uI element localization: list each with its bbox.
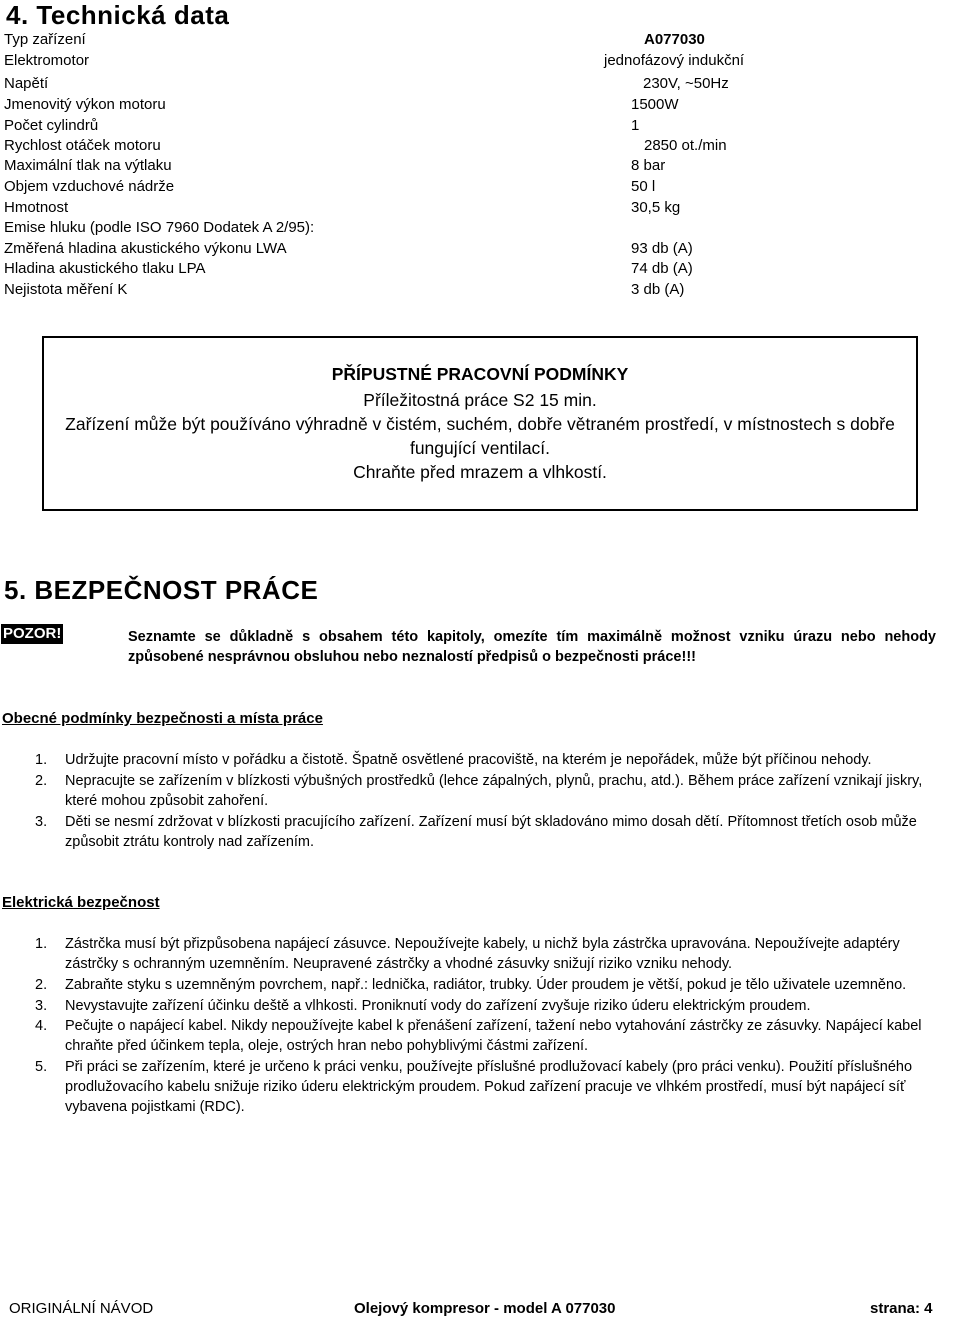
list-item-number: 2. bbox=[35, 977, 48, 993]
spec-label: Typ zařízení bbox=[4, 31, 86, 48]
spec-value: 93 db (A) bbox=[631, 240, 693, 257]
spec-value: 8 bar bbox=[631, 157, 666, 174]
spec-value: 30,5 kg bbox=[631, 199, 681, 216]
spec-value: 1500W bbox=[631, 96, 679, 113]
spec-value: 230V, ~50Hz bbox=[643, 75, 729, 92]
spec-label: Hmotnost bbox=[4, 199, 69, 216]
footer-center: Olejový kompresor - model A 077030 bbox=[354, 1300, 616, 1317]
spec-value: 2850 ot./min bbox=[644, 137, 727, 154]
list-item-text: Zástrčka musí být přizpůsobena napájecí zásuvce. Nepoužívejte kabely, u nichž byla zástrčka upravována. Nepoužívejte adaptéry zástrčky s ochranným uzemněním. Neupravené zástrčky a vhodné zásuvky snižují riziko vzniku nehody. bbox=[65, 936, 900, 972]
spec-row bbox=[0, 137, 960, 157]
warning-label: POZOR! bbox=[3, 625, 62, 642]
spec-row bbox=[0, 96, 960, 116]
spec-value: A077030 bbox=[644, 31, 705, 48]
spec-label: Nejistota měření K bbox=[4, 281, 128, 298]
list-item-text: Děti se nesmí zdržovat v blízkosti pracujícího zařízení. Zařízení musí být skladováno mimo dosah dětí. Přítomnost třetích osob může způsobit ztrátu kontroly nad zařízením. bbox=[65, 814, 917, 850]
operating-conditions-box bbox=[42, 336, 918, 511]
spec-label: Objem vzduchové nádrže bbox=[4, 178, 175, 195]
list-item-text: Udržujte pracovní místo v pořádku a čistotě. Špatně osvětlené pracoviště, na kterém je nepořádek, může být příčinou nehody. bbox=[65, 752, 872, 768]
conditions-line-4: Chraňte před mrazem a vlhkostí. bbox=[353, 462, 607, 482]
list-item-number: 3. bbox=[35, 998, 48, 1014]
warning-text: Seznamte se důkladně s obsahem této kapitoly, omezíte tím maximálně možnost vzniku úrazu nebo nehody způsobené nesprávnou obsluhou nebo neznalostí předpisů o bezpečnosti práce!!! bbox=[128, 629, 936, 665]
spec-row bbox=[0, 240, 960, 260]
spec-label: Rychlost otáček motoru bbox=[4, 137, 161, 154]
list-item-text: Při práci se zařízením, které je určeno k práci venku, používejte příslušné prodlužovací kabely (pro práci venku). Použití příslušného prodlužovacího kabelu snižuje riziko úderu elektrickým proudem. Pokud zařízení pracuje ve vlhkém prostředí, musí být napájecí síť vybavena pojistkami (RDC). bbox=[65, 1059, 913, 1115]
electrical-safety-heading: Elektrická bezpečnost bbox=[2, 894, 160, 911]
spec-label: Jmenovitý výkon motoru bbox=[4, 96, 166, 113]
spec-label: Počet cylindrů bbox=[4, 117, 99, 134]
list-item-number: 1. bbox=[35, 936, 48, 952]
spec-row bbox=[0, 31, 960, 51]
spec-label: Elektromotor bbox=[4, 52, 90, 69]
spec-label: Emise hluku (podle ISO 7960 Dodatek A 2/95): bbox=[4, 219, 315, 236]
list-item-number: 4. bbox=[35, 1018, 48, 1034]
spec-row bbox=[0, 52, 960, 72]
spec-row bbox=[0, 219, 960, 239]
list-item-text: Nevystavujte zařízení účinku deště a vlhkosti. Proniknutí vody do zařízení zvyšuje riziko úderu elektrickým proudem. bbox=[65, 998, 811, 1014]
spec-row bbox=[0, 260, 960, 280]
section-5-title: 5. BEZPEČNOST PRÁCE bbox=[4, 575, 319, 605]
footer-left: ORIGINÁLNÍ NÁVOD bbox=[9, 1300, 154, 1317]
spec-label: Hladina akustického tlaku LPA bbox=[4, 260, 206, 277]
spec-row bbox=[0, 117, 960, 137]
general-safety-heading: Obecné podmínky bezpečnosti a místa práce bbox=[2, 710, 323, 727]
list-item-number: 5. bbox=[35, 1059, 48, 1075]
conditions-line-1: Příležitostná práce S2 15 min. bbox=[363, 390, 597, 410]
spec-row bbox=[0, 75, 960, 95]
spec-value: 74 db (A) bbox=[631, 260, 693, 277]
list-item-text: Pečujte o napájecí kabel. Nikdy nepoužívejte kabel k přenášení zařízení, tažení nebo vytahování zástrčky ze zásuvky. Napájecí kabel chraňte před účinkem tepla, oleje, ostrých hran nebo pohyblivými částmi zařízení. bbox=[65, 1018, 922, 1054]
section-4-title: 4. Technická data bbox=[6, 0, 230, 30]
list-item-text: Nepracujte se zařízením v blízkosti výbušných prostředků (lehce zápalných, plynů, prachu, atd.). Během práce zařízení vznikají jiskry, které mohou způsobit zahoření. bbox=[65, 773, 923, 809]
spec-value: jednofázový indukční bbox=[604, 52, 745, 69]
footer-right: strana: 4 bbox=[870, 1300, 933, 1317]
spec-label: Napětí bbox=[4, 75, 49, 92]
spec-value: 50 l bbox=[631, 178, 656, 195]
conditions-line-2: Zařízení může být používáno výhradně v čistém, suchém, dobře větraném prostředí, v místnostech s dobře bbox=[65, 414, 895, 434]
spec-row bbox=[0, 199, 960, 219]
list-item-number: 3. bbox=[35, 814, 48, 830]
list-item-text: Zabraňte styku s uzemněným povrchem, např.: lednička, radiátor, trubky. Úder proudem je větší, pokud je tělo uživatele uzemněno. bbox=[65, 977, 907, 993]
spec-label: Změřená hladina akustického výkonu LWA bbox=[4, 240, 287, 257]
spec-row bbox=[0, 157, 960, 177]
spec-label: Maximální tlak na výtlaku bbox=[4, 157, 172, 174]
spec-value: 1 bbox=[631, 117, 640, 134]
spec-row bbox=[0, 178, 960, 198]
conditions-line-3: fungující ventilací. bbox=[409, 438, 551, 458]
list-item-number: 2. bbox=[35, 773, 48, 789]
spec-row bbox=[0, 281, 960, 301]
conditions-title: PŘÍPUSTNÉ PRACOVNÍ PODMÍNKY bbox=[331, 364, 629, 384]
list-item-number: 1. bbox=[35, 752, 48, 768]
spec-value: 3 db (A) bbox=[631, 281, 685, 298]
